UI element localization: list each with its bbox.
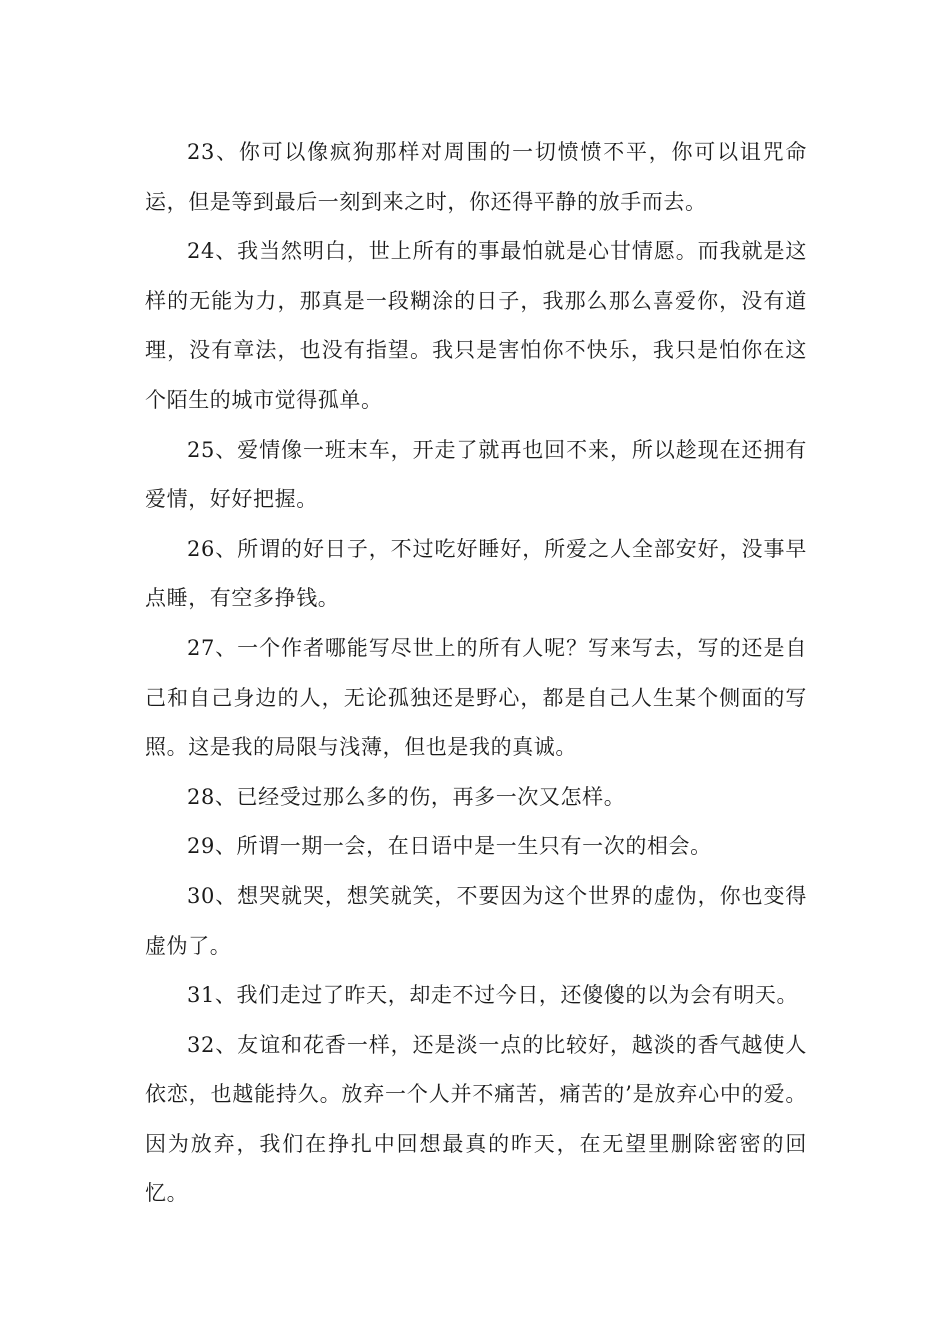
paragraph-26: 26、所谓的好日子，不过吃好睡好，所爱之人全部安好，没事早点睡，有空多挣钱。 bbox=[145, 536, 807, 611]
paragraph-30: 30、想哭就哭，想笑就笑，不要因为这个世界的虚伪，你也变得虚伪了。 bbox=[145, 883, 807, 958]
paragraph-27: 27、一个作者哪能写尽世上的所有人呢？写来写去，写的还是自己和自己身边的人，无论孤独还是野心，都是自己人生某个侧面的写照。这是我的局限与浅薄，但也是我的真诚。 bbox=[145, 635, 807, 760]
paragraph-31: 31、我们走过了昨天，却走不过今日，还傻傻的以为会有明天。 bbox=[187, 983, 799, 1008]
paragraph-23: 23、你可以像疯狗那样对周围的一切愤愤不平，你可以诅咒命运，但是等到最后一刻到来之时，你还得平静的放手而去。 bbox=[145, 140, 807, 214]
paragraph-28: 28、已经受过那么多的伤，再多一次又怎样。 bbox=[187, 784, 626, 809]
document-body bbox=[145, 128, 807, 1219]
paragraph-24: 24、我当然明白，世上所有的事最怕就是心甘情愿。而我就是这样的无能为力，那真是一段糊涂的日子，我那么那么喜爱你，没有道理，没有章法，也没有指望。我只是害怕你不快乐，我只是怕你在这个陌生的城市觉得孤单。 bbox=[145, 239, 807, 412]
paragraph-29: 29、所谓一期一会，在日语中是一生只有一次的相会。 bbox=[187, 834, 712, 859]
paragraph-32: 32、友谊和花香一样，还是淡一点的比较好，越淡的香气越使人依恋，也越能持久。放弃一个人并不痛苦，痛苦的’是放弃心中的爱。因为放弃，我们在挣扎中回想最真的昨天，在无望里删除密密的回忆。 bbox=[145, 1032, 807, 1206]
paragraph-25: 25、爱情像一班末车，开走了就再也回不来，所以趁现在还拥有爱情，好好把握。 bbox=[145, 437, 807, 512]
